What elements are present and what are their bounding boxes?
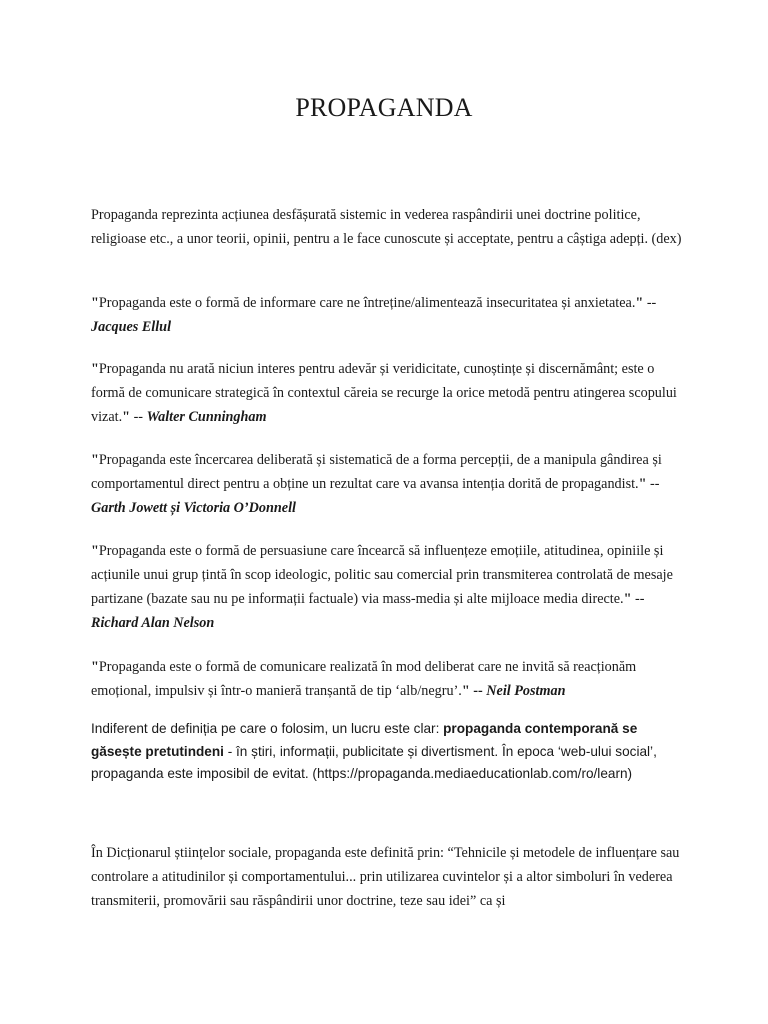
contemporary-text-before: Indiferent de definiția pe care o folosim, un lucru este clar: <box>91 721 444 736</box>
quote-separator: -- <box>133 409 144 425</box>
contemporary-highlight: propaganda contemporană se găsește pretutindeni <box>91 721 638 759</box>
quote-ellul <box>91 291 691 339</box>
quote-author: Garth Jowett și Victoria O’Donnell <box>91 500 296 516</box>
quote-text: Propaganda este o formă de persuasiune care încearcă să influențeze emoțiile, atitudinea, opiniile și acțiunile unui grup țintă în scop ideologic, politic sau comercial prin transmiterea controlată de mesaje partizane (bazate sau nu pe informații factuale) via mass-media și alte mijloace media directe. <box>91 543 673 607</box>
quote-cunningham <box>91 357 691 429</box>
contemporary-text-after: - în știri, informații, publicitate și divertisment. În epoca ‘web-ului social’, propaganda este imposibil de evitat. (https://propaganda.mediaeducationlab.com/ro/learn) <box>91 743 657 781</box>
quote-author: Neil Postman <box>486 683 566 699</box>
quote-mark-close: " <box>635 295 644 311</box>
page-title: PROPAGANDA <box>295 93 473 122</box>
quote-mark-close: " <box>638 476 647 492</box>
quote-mark-open: " <box>91 361 99 377</box>
quote-text: Propaganda nu arată niciun interes pentru adevăr și veridicitate, cunoștințe și discernământ; este o formă de comunicare strategică în contextul căreia se recurge la orice metodă pentru atingerea scopului vizat. <box>91 361 677 425</box>
quote-jowett-odonnell <box>91 448 691 520</box>
quote-author: Walter Cunningham <box>146 409 267 425</box>
quote-postman <box>91 655 691 703</box>
dictionary-paragraph: În Dicționarul științelor sociale, propaganda este definită prin: “Tehnicile și metodele de influențare sau controlare a atitudinilor și comportamentului... prin utilizarea cuvintelor și a altor simboluri în vederea transmiterii, promovării sau răspândirii unor doctrine, teze sau idei” ca și <box>91 845 680 909</box>
quote-separator: -- <box>473 683 483 699</box>
quote-text: Propaganda este o formă de informare care ne întreține/alimentează insecuritatea și anxietatea. <box>98 295 636 311</box>
quote-separator: -- <box>646 295 657 311</box>
quote-mark-close: " <box>623 591 632 607</box>
definition-paragraph: Propaganda reprezinta acțiunea desfășurată sistemic in vederea raspândirii unei doctrine politice, religioase etc., a unor teorii, opinii, pentru a le face cunoscute și acceptate, pentru a câștiga adepți. (dex) <box>91 207 682 247</box>
quote-separator: -- <box>650 476 660 492</box>
quote-mark-close: " <box>122 409 131 425</box>
contemporary-paragraph <box>91 718 691 786</box>
quote-text: Propaganda este o formă de comunicare realizată în mod deliberat care ne invită să reacționăm emoțional, impulsiv și într-o manieră tranșantă de tip ‘alb/negru’. <box>91 659 637 699</box>
quote-separator: -- <box>635 591 645 607</box>
quote-author: Richard Alan Nelson <box>91 615 215 631</box>
quote-mark-open: " <box>91 543 99 559</box>
quote-text: Propaganda este încercarea deliberată și sistematică de a forma percepții, de a manipula gândirea și comportamentul direct pentru a obține un rezultat care va avansa intenția dorită de propagandist. <box>91 452 662 492</box>
quote-mark-open: " <box>91 659 99 675</box>
quote-author: Jacques Ellul <box>91 319 172 335</box>
quote-nelson <box>91 539 691 635</box>
quote-mark-open: " <box>91 452 99 468</box>
quote-mark-close: " <box>461 683 470 699</box>
quote-mark-open: " <box>91 295 99 311</box>
